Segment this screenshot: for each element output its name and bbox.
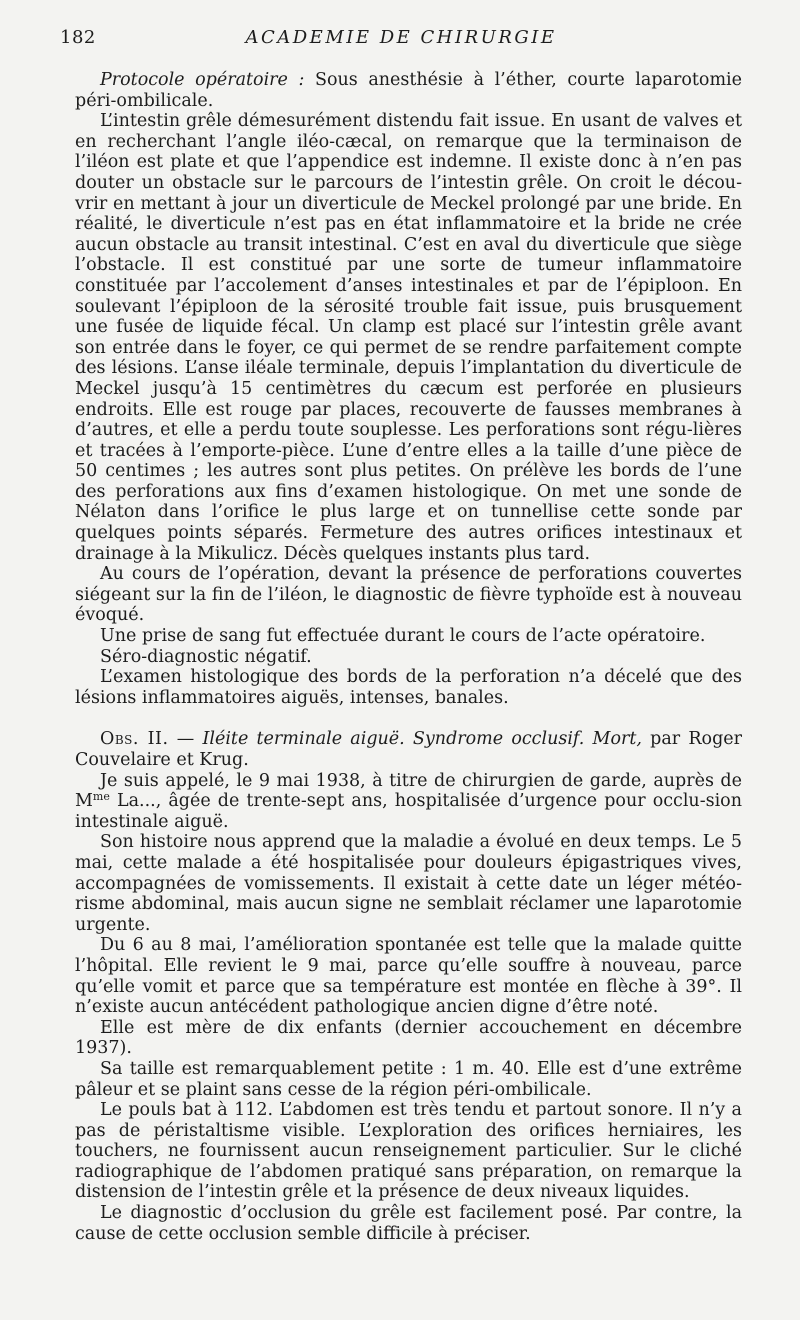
text-run: Je suis appelé, le 9 mai 1938, à titre de chirurgien de garde, auprès de M bbox=[75, 770, 742, 812]
page-number: 182 bbox=[60, 27, 96, 48]
paragraph: Le diagnostic d’occlusion du grêle est facilement posé. Par contre, la cause de cette occlusion semble difficile à préciser. bbox=[75, 1203, 742, 1244]
observation-title: Iléite terminale aiguë. Syndrome occlusif. Mort, bbox=[202, 729, 642, 750]
paragraph: Sa taille est remarquablement petite : 1 m. 40. Elle est d’une extrême pâleur et se plaint sans cesse de la région péri-ombilicale. bbox=[75, 1058, 742, 1100]
paragraph: Le pouls bat à 112. L’abdomen est très tendu et partout sonore. Il n’y a pas de péristaltisme visible. L’exploration des orifices herniaires, les touchers, ne fournissent aucun renseignement particulier. Sur le cliché radiographique de l’abdomen pratiqué sans préparation, on remarque la distension de l’intestin grêle et la présence de deux niveaux liquides. bbox=[75, 1100, 742, 1203]
protocol-text: Sous anesthésie à l’éther, courte laparotomie péri-ombilicale. bbox=[75, 70, 742, 111]
running-title: ACADEMIE DE CHIRURGIE bbox=[245, 27, 557, 48]
paragraph: Au cours de l’opération, devant la présence de perforations couvertes siégeant sur la fin de l’iléon, le diagnostic de fièvre typhoïde est à nouveau évoqué. bbox=[75, 564, 742, 626]
paragraph: Séro-diagnostic négatif. bbox=[100, 646, 312, 667]
page-header bbox=[60, 27, 742, 51]
observation-heading bbox=[75, 729, 742, 770]
protocol-lead: Protocole opératoire : bbox=[100, 70, 305, 90]
paragraph: L’examen histologique des bords de la perforation n’a décelé que des lésions inflammatoires aiguës, intenses, banales. bbox=[75, 667, 742, 708]
observation-authors: par Roger Couvelaire et Krug. bbox=[75, 729, 742, 770]
observation-dash: — bbox=[168, 729, 203, 750]
paragraph: Du 6 au 8 mai, l’amélioration spontanée est telle que la malade quitte l’hôpital. Elle revient le 9 mai, parce qu’elle souffre à nouveau, parce qu’elle vomit et parce que sa température est montée en flèche à 39°. Il n’existe aucun antécédent pathologique ancien digne d’être noté. bbox=[75, 935, 742, 1018]
paragraph-protocol bbox=[75, 70, 742, 111]
body-text bbox=[75, 70, 742, 1244]
text-run: La..., âgée de trente-sept ans, hospitalisée d’urgence pour occlu-sion intestinale aiguë. bbox=[75, 791, 742, 832]
paragraph: Son histoire nous apprend que la maladie a évolué en deux temps. Le 5 mai, cette malade a été hospitalisée pour douleurs épigastriques vives, accompagnées de vomissements. Il existait à cette date un léger météo-risme abdominal, mais aucun signe ne semblait réclamer une laparotomie urgente. bbox=[75, 832, 742, 935]
paragraph: Elle est mère de dix enfants (dernier accouchement en décembre 1937). bbox=[75, 1017, 742, 1059]
paragraph: Une prise de sang fut effectuée durant le cours de l’acte opératoire. bbox=[100, 626, 706, 647]
paragraph bbox=[75, 771, 742, 833]
observation-label: Obs. II. bbox=[100, 729, 169, 750]
paragraph: L’intestin grêle démesurément distendu fait issue. En usant de valves et en recherchant l’angle iléo-cæcal, on remarque que la terminaison de l’iléon est plate et que l’appendice est indemne. Il existe donc à n’en pas douter un obstacle sur le parcours de l’intestin grêle. On croit le décou-vrir en mettant à jour un diverticule de Meckel prolongé par une bride. En réalité, le diverticule n’est pas en état inflammatoire et la bride ne crée aucun obstacle au transit intestinal. C’est en aval du diverticule que siège l’obstacle. Il est constitué par une sorte de tumeur inflammatoire constituée par l’accolement d’anses intestinales et par de l’épiploon. En soulevant l’épiploon de la sérosité trouble fait issue, puis brusquement une fusée de liquide fécal. Un clamp est placé sur l’intestin grêle avant son entrée dans le foyer, ce qui permet de se rendre parfaitement compte des lésions. L’anse iléale terminale, depuis l’implantation du diverticule de Meckel jusqu’à 15 centimètres du cæcum est perforée en plusieurs endroits. Elle est rouge par places, recouverte de fausses membranes à d’autres, et elle a perdu toute souplesse. Les perforations sont régu-lières et tracées à l’emporte-pièce. L’une d’entre elles a la taille d’une pièce de 50 centimes ; les autres sont plus petites. On prélève les bords de l’une des perforations aux fins d’examen histologique. On met une sonde de Nélaton dans l’orifice le plus large et on tunnellise cette sonde par quelques points séparés. Fermeture des autres orifices intestinaux et drainage à la Mikulicz. Décès quelques instants plus tard. bbox=[75, 111, 742, 564]
superscript: me bbox=[92, 790, 110, 804]
